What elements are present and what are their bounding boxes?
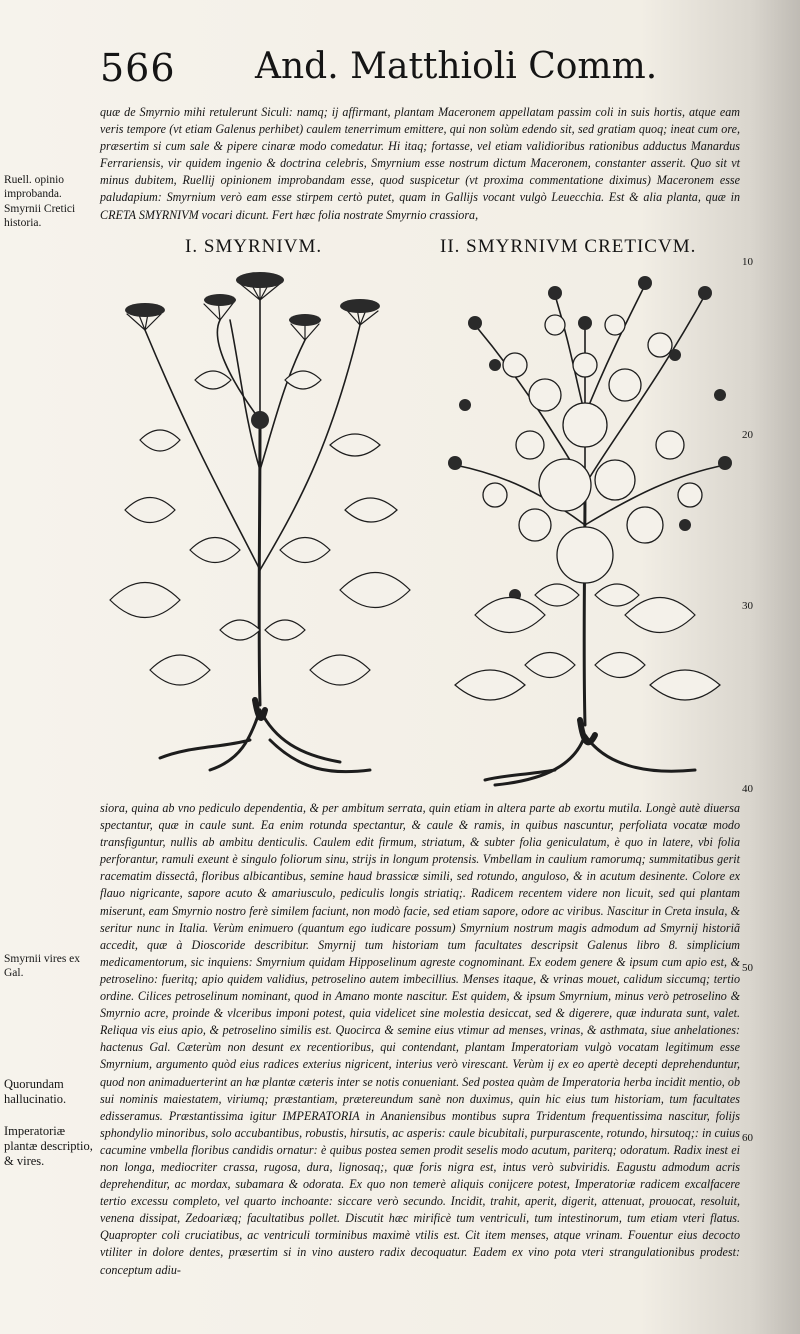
line-number: 10 — [742, 256, 753, 268]
line-number: 40 — [742, 783, 753, 795]
line-number: 60 — [742, 1132, 753, 1144]
body-text-top: quæ de Smyrnio mihi retulerunt Siculi: namq; ij affirmant, plantam Maceronem appellatam passim coli in suis hortis, atque eam veris tempore (vt etiam Galenus perhibet) caulem tenerrimum emittere, qui non solùm edendo sit, sed gratiam quoq; ineat cum ore, præsertim si cum sale & pipere cinaræ modo comedatur. Hi itaq; fortasse, vel etiam validioribus rationibus adductus Manardus Ferrariensis, vir quidem ingenio & doctrina celebris, Smyrnium esse nostrum dictum Maceronem, constanter asserit. Quo sit vt minus dubitem, Ruellij opinionem improbandam esse, quod suspicetur (vt proxima commentatione diximus) Maceronem esse paludapium: Smyrnium verò eam esse stirpem certò putet, quam in Gallijs vocant vulgò Leuecchia. Est & alia planta, quæ in CRETA SMYRNIVM vocari dicunt. Fert hæc folia nostrate Smyrnio crassiora, — [100, 105, 740, 222]
page-header — [100, 46, 740, 96]
line-number: 30 — [742, 600, 753, 612]
line-number: 20 — [742, 429, 753, 441]
margin-note-smyrnium-vires: Smyrnii vires ex Gal. — [4, 953, 81, 979]
body-text-bottom: siora, quina ab vno pediculo dependentia, & per ambitum serrata, quin etiam in altera parte ab exortu mutila. Longè autè diuersa spectantur, quæ in caule sunt. Ea enim rotunda spectantur, & caule & ramis, in quibus nascuntur, perfoliata vocatæ modo transfiguntur, nullis ab ambitu denticulis. Caulem edit firmum, striatum, & subter folia geniculatum, è quo in latere, vbi folia perforantur, ramuli exeunt è singulo foliorum sinu, strijs in longum protensis. Vmbellam in caulium ramorumq; summitatibus gerit racematim dissectâ, floribus albicantibus, semine haud brassicæ simili, sed rotundo, anguloso, & in acutum desinente. Colore ex flauo nigricante, sapore acuto & amariusculo, pediculis longis striatiq;. Radicem recentem videre non licuit, sed qui plantam miserunt, eam Smyrnio nostro ferè similem faciunt, non modò facie, sed etiam sapore, odore ac viribus. Nascitur in Creta insula, & seritur nunc in Italia. Verùm enimuero (quantum ego iudicare possum) Smyrnium nostrum magis admodum ad Smyrnij historiã accedit, quæ à Dioscoride describitur. Smyrnij tum historiam tum facultates descripsit Galenus libro 8. simplicium medicamentorum, sic inquiens: Smyrnium quidam Hipposelinum agreste cognominant. Ex eodem genere & ipsum cum apio est, & petroselino: fueritq; apio quidem validius, petroselino autem imbecillius. Menses itaque, & vrinas mouet, calidum siccumq; tertio ordine. Cilices petroselinum nominant, quod in Amano monte nascitur. Est quidem, & ipsum Smyrnium, minus verò petroselino & Smyrnio acre, proinde & vlceribus imponi potest, quia videlicet sine molestia desiccat, sed & digerere, quæ indurata sunt, valet. Reliqua vis eius apio, & petroselino similis est. Quocirca & semine eius vtimur ad menses, vrinas, & asthmata, siue anhelationes: hactenus Gal. Cæterùm non desunt ex recentioribus, qui contendant, plantam Imperatoriam vulgò vocatam legitimum esse Smyrnium, argumento quòd eius radices exterius nigricent, interius verò virescant. Verùm ij ex eo apertè decepti deprehenduntur, quod non animaduerterint an hæ plantæ cæteris inter se notis conueniant. Sed postea quàm de Imperatoria herba incidit mentio, ob sui nominis maiestatem, viriumq; præstantiam, prætereundum sanè non duximus, quin hic eius tum historiam, tum facultates edisseramus. Præstantissima igitur IMPERATORIA in Ananiensibus montibus supra Tridentum frequentissima nascitur, folijs sphondylio minoribus, solo accubantibus, robustis, hirsutis, ac asperis: caule bicubitali, purpurascente, rotundo, hirsutoq;: in cuius cacumine vmbella floribus candidis ornatur: è quibus postea semen prodit seselis modo acutum, pariterq; odoratum. Radix inest ei non longa, mediocriter crassa, rugosa, dura, lignosaq;, quæ foris nigra est, intus verò subviridis. Eagustu admodum acris deprehenditur, ac mordax, subamara & odorata. Ex quo non temerè aliquis conijcere potest, Imperatoriæ radicem excalfacere tertio excessu completo, vel quarto inchoante: siccare verò secundo. Incidit, trahit, aperit, digerit, attenuat, prouocat, resoluit, venena dissipat, Zedoariæq; facultatibus pollet. Discutit hæc mirificè tum ventriculi, tum intestinorum, tum etiam vteri flatus. Quapropter coli cruciatibus, ac ventriculi torminibus maximè vtilis est. Cit item menses, atque vrinam. Fouentur eius decocto vtiliter in dolore dentes, præsertim si in vino austero radix decoquatur. Eadem ex vino pota vteri strangulationibus prodest: conceptum adiu- — [100, 801, 740, 1277]
margin-note-ruellius: Ruell. opinio improbanda. — [4, 174, 65, 200]
running-head: And. Matthioli Comm. — [255, 46, 658, 87]
illustration-caption-smyrnium-creticum: II. SMYRNIVM CRETICVM. — [440, 236, 697, 257]
margin-note-smyrnium-creticum: Smyrnii Cretici historia. — [4, 203, 76, 229]
margin-note-hallucinatio: Quorundam hallucinatio. — [4, 1077, 67, 1106]
line-number: 50 — [742, 962, 753, 974]
illustration-caption-smyrnium: I. SMYRNIVM. — [185, 236, 323, 257]
margin-note-imperatoria: Imperatoriæ plantæ descriptio, & vires. — [4, 1124, 93, 1168]
smyrnium-creticum-woodcut-icon — [435, 265, 740, 795]
page-number: 566 — [100, 46, 176, 90]
smyrnium-woodcut-icon — [100, 270, 420, 795]
